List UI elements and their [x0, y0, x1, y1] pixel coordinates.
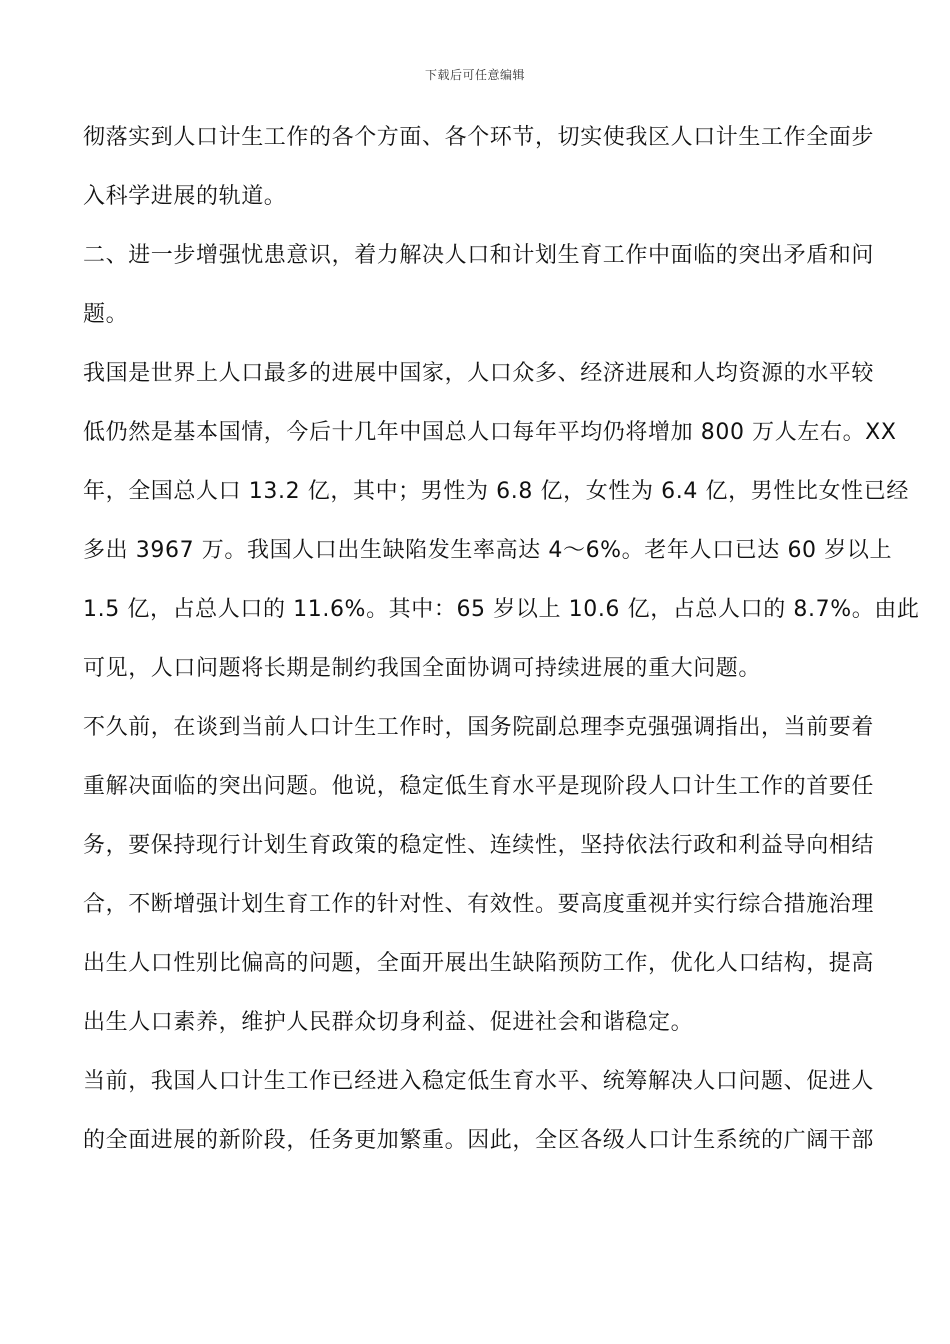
text-line: 的全面进展的新阶段，任务更加繁重。因此，全区各级人口计生系统的广阔干部: [83, 1128, 875, 1153]
text-line: 年，全国总人口 13.2 亿，其中；男性为 6.8 亿，女性为 6.4 亿，男性比女性已经: [83, 479, 909, 504]
text-line: 多出 3967 万。我国人口出生缺陷发生率高达 4～6%。老年人口已达 60 岁以上: [83, 538, 893, 563]
text-line: 1.5 亿，占总人口的 11.6%。其中：65 岁以上 10.6 亿，占总人口的 8.7%。由此: [83, 597, 920, 622]
text-line: 低仍然是基本国情，今后十几年中国总人口每年平均仍将增加 800 万人左右。XX: [83, 420, 897, 445]
text-line: 出生人口性别比偏高的问题，全面开展出生缺陷预防工作，优化人口结构，提高: [83, 951, 875, 976]
text-line: 务，要保持现行计划生育政策的稳定性、连续性，坚持依法行政和利益导向相结: [83, 833, 875, 858]
text-line: 当前，我国人口计生工作已经进入稳定低生育水平、统筹解决人口问题、促进人: [83, 1069, 875, 1094]
text-line: 彻落实到人口计生工作的各个方面、各个环节，切实使我区人口计生工作全面步: [83, 125, 875, 150]
text-line: 我国是世界上人口最多的进展中国家，人口众多、经济进展和人均资源的水平较: [83, 361, 875, 386]
text-line: 可见，人口问题将长期是制约我国全面协调可持续进展的重大问题。: [83, 656, 762, 681]
text-line: 入科学进展的轨道。: [83, 184, 287, 209]
text-line: 合，不断增强计划生育工作的针对性、有效性。要高度重视并实行综合措施治理: [83, 892, 875, 917]
text-line: 出生人口素养，维护人民群众切身利益、促进社会和谐稳定。: [83, 1010, 694, 1035]
page-header: 下载后可任意编辑: [424, 68, 525, 82]
text-line: 不久前，在谈到当前人口计生工作时，国务院副总理李克强强调指出，当前要着: [83, 715, 875, 740]
section-heading-line: 题。: [83, 302, 129, 327]
text-line: 重解决面临的突出问题。他说，稳定低生育水平是现阶段人口计生工作的首要任: [83, 774, 875, 799]
document-body: [83, 114, 920, 1176]
section-heading-line: 二、进一步增强忧患意识，着力解决人口和计划生育工作中面临的突出矛盾和问: [83, 243, 875, 268]
